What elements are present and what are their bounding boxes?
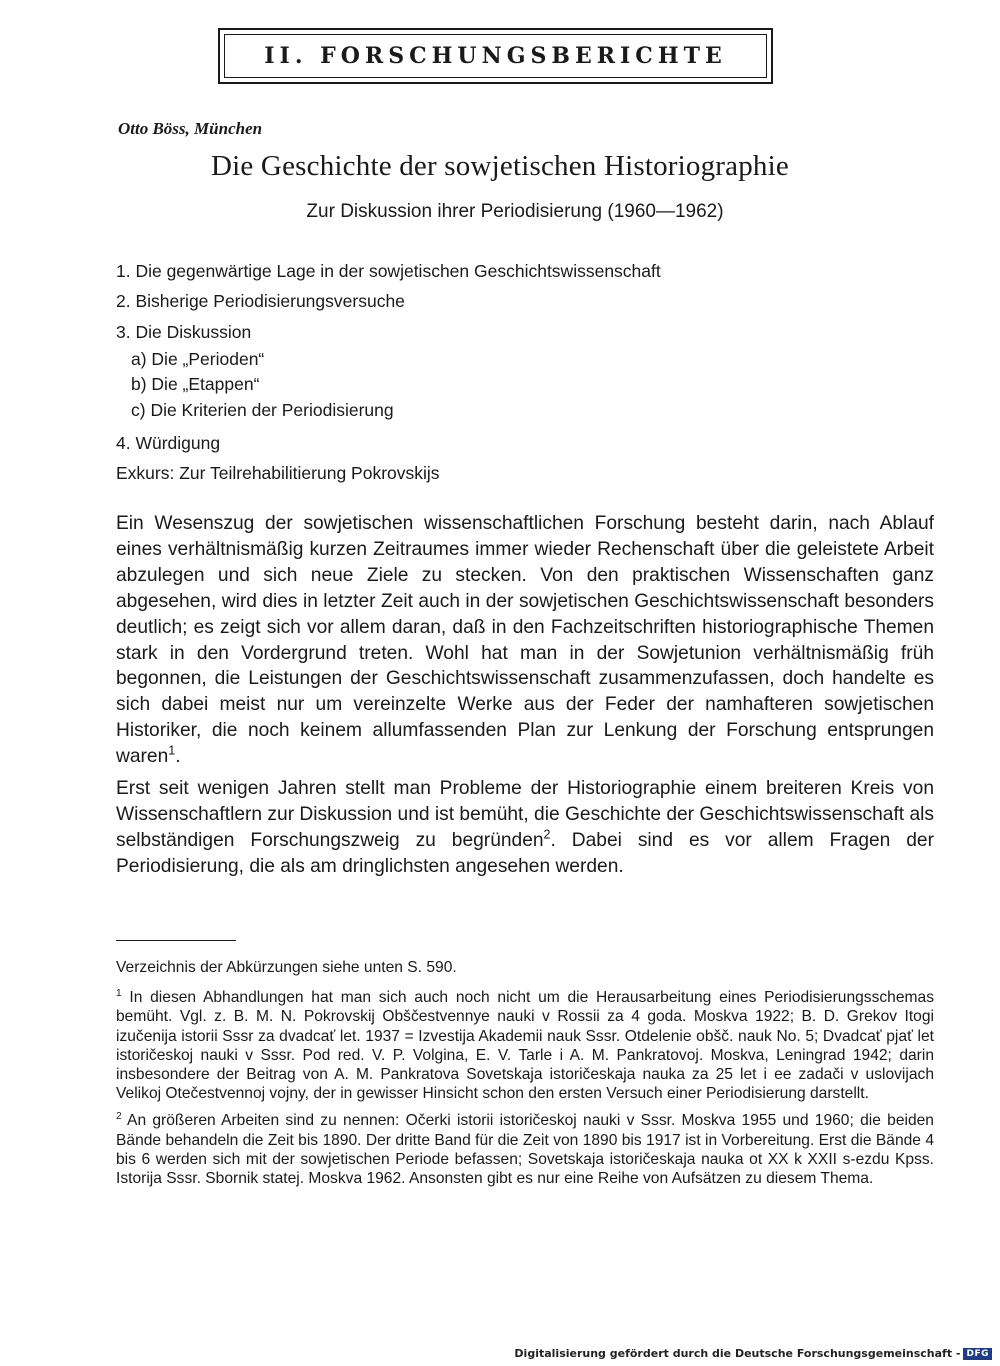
abbreviation-note: Verzeichnis der Abkürzungen siehe unten S. 590. (116, 959, 457, 976)
body-paragraph (116, 511, 934, 770)
table-of-contents (116, 256, 896, 488)
footnote (116, 1111, 934, 1188)
footnote-mark: 1 (116, 988, 122, 1000)
toc-subitem: a) Die „Perioden“ (131, 348, 265, 369)
article-subtitle: Zur Diskussion ihrer Periodisierung (1960—1962) (306, 201, 724, 222)
toc-item: 4. Würdigung (116, 432, 221, 453)
section-header-box (218, 28, 773, 84)
toc-item: Exkurs: Zur Teilrehabilitierung Pokrovskijs (116, 462, 440, 483)
digitization-footer (514, 1347, 992, 1360)
article-author: Otto Böss, München (118, 119, 263, 138)
footer-text: Digitalisierung gefördert durch die Deutsche Forschungsgemeinschaft - (514, 1347, 961, 1360)
footnotes (116, 958, 934, 1188)
footnote-ref: 2 (543, 827, 551, 842)
toc-item: 3. Die Diskussion (116, 321, 252, 342)
toc-item: 2. Bisherige Periodisierungsversuche (116, 291, 405, 312)
section-header: II. FORSCHUNGSBERICHTE (264, 43, 727, 69)
paragraph-end: . (175, 746, 181, 768)
dfg-logo: DFG (963, 1348, 992, 1360)
paragraph-text: Ein Wesenszug der sowjetischen wissenschaftlichen Forschung besteht darin, nach Ablauf eines verhältnismäßig kurzen Zeitraumes immer wieder Rechenschaft über die geleistete Arbeit abzulegen und sich neue Ziele zu stecken. Von den praktischen Wissenschaften ganz abgesehen, wird dies in letzter Zeit auch in der sowjetischen Geschichtswissenschaft besonders deutlich; es zeigt sich vor allem daran, daß in den Fachzeitschriften historiographische Themen stark in den Vordergrund treten. Wohl hat man in der Sowjetunion verhältnismäßig früh begonnen, die Leistungen der Geschichtswissenschaft zusammenzufassen, doch handelte es sich dabei meist nur um vereinzelte Werke aus der Feder der namhafteren sowjetischen Historiker, die noch keinem allumfassenden Plan zur Lenkung der Forschung entsprungen waren (116, 513, 934, 768)
footnote-text: In diesen Abhandlungen hat man sich auch noch nicht um die Herausarbeitung eines Periodisierungsschemas bemüht. Vgl. z. B. M. N. Pokrovskij Obščestvennye nauki v Rossii za 4 goda. Moskva 1922; B. D. Grekov Itogi izučenija istorii Sssr za dvadcať let. 1937 = Izvestija Akademii nauk Sssr. Otdelenie obšč. nauk No. 5; Dvadcať pjať let istoričeskoj nauki v Sssr. Pod red. V. P. Volgina, E. V. Tarle i A. M. Pankratovoj. Moskva, Leningrad 1942; darin insbesondere der Beitrag von A. M. Pankratova Sovetskaja istoričeskaja nauka za 25 let i ee zadači v uslovijach Velikoj Otečestvennoj vojny, der in gewisser Hinsicht schon den ersten Versuch einer Periodisierung darstellt. (116, 989, 934, 1103)
toc-item: 1. Die gegenwärtige Lage in der sowjetischen Geschichtswissenschaft (116, 261, 661, 281)
article-title: Die Geschichte der sowjetischen Historiographie (211, 150, 789, 182)
body-paragraph (116, 776, 934, 880)
footnote-mark: 2 (116, 1111, 122, 1123)
toc-subitem: c) Die Kriterien der Periodisierung (131, 400, 394, 421)
paragraph-end: . Dabei sind es vor allem Fragen der Periodisierung, die als am dringlichsten angesehen werden. (116, 829, 934, 877)
footnote-ref: 1 (168, 743, 176, 758)
article-body (116, 511, 934, 880)
footnote-text: An größeren Arbeiten sind zu nennen: Očerki istorii istoričeskoj nauki v Sssr. Moskva 1955 und 1960; die beiden Bände behandeln die Zeit bis 1890. Der dritte Band für die Zeit von 1890 bis 1917 ist in Vorbereitung. Erst die Bände 4 bis 6 werden sich mit der sowjetischen Periode befassen; Sovetskaja istoričeskaja nauka ot XX k XXII s-ezdu Kpss. Istorija Sssr. Sbornik statej. Moskva 1962. Ansonsten gibt es nur eine Reihe von Aufsätzen zu diesem Thema. (116, 1112, 934, 1188)
footnote-divider (116, 940, 236, 941)
footnote (116, 988, 934, 1103)
toc-subitem: b) Die „Etappen“ (131, 374, 260, 395)
paragraph-text: Erst seit wenigen Jahren stellt man Probleme der Historiographie einem breiteren Kreis von Wissenschaftlern zur Diskussion und ist bemüht, die Geschichte der Geschichtswissenschaft als selbständigen Forschungszweig zu begründen (116, 778, 934, 851)
